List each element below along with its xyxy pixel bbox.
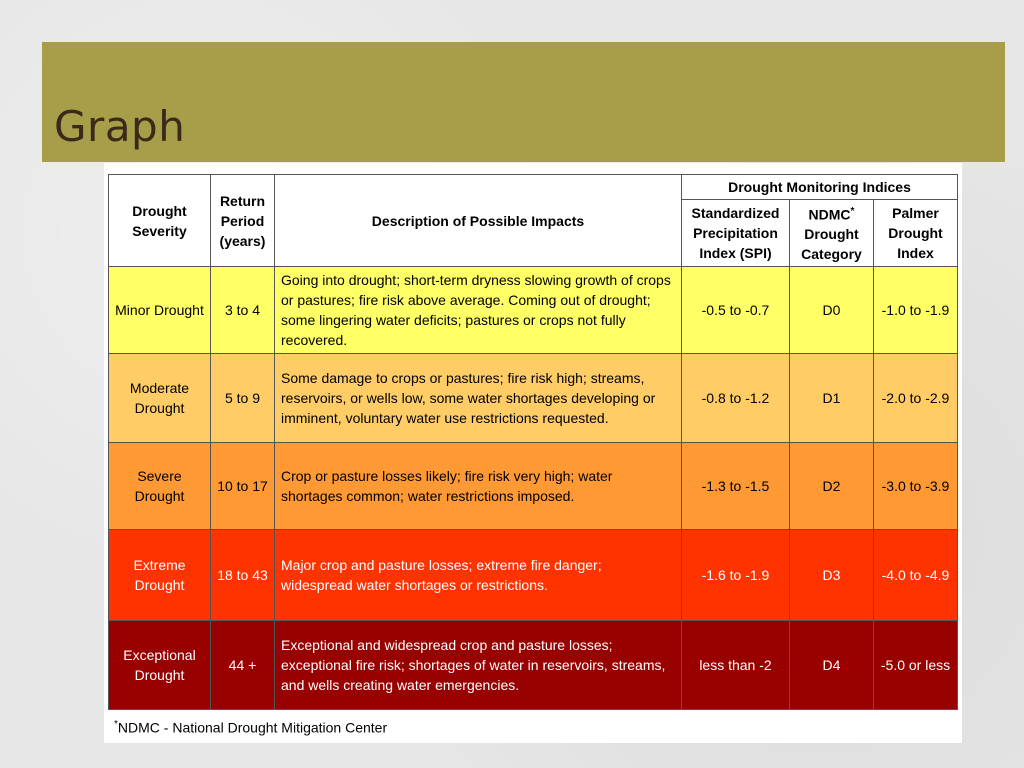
- header-description: Description of Possible Impacts: [275, 175, 682, 267]
- slide-title: Graph: [54, 102, 186, 151]
- cell-return-period: 5 to 9: [211, 354, 275, 443]
- cell-spi: -1.6 to -1.9: [682, 530, 790, 621]
- cell-severity: Severe Drought: [109, 443, 211, 530]
- drought-table: [108, 174, 958, 710]
- header-severity: Drought Severity: [109, 175, 211, 267]
- header-row-1: [109, 175, 958, 200]
- header-ndmc-label: NDMC: [808, 206, 851, 223]
- cell-spi: -0.5 to -0.7: [682, 267, 790, 354]
- cell-ndmc: D0: [790, 267, 874, 354]
- cell-description: Exceptional and widespread crop and pasture losses; exceptional fire risk; shortages of water in reservoirs, streams, and wells creating water emergencies.: [275, 621, 682, 710]
- cell-return-period: 44 +: [211, 621, 275, 710]
- cell-spi: -1.3 to -1.5: [682, 443, 790, 530]
- cell-description: Some damage to crops or pastures; fire risk high; streams, reservoirs, or wells low, some water shortages developing or imminent, voluntary water use restrictions requested.: [275, 354, 682, 443]
- cell-palmer: -5.0 or less: [874, 621, 958, 710]
- cell-description: Going into drought; short-term dryness slowing growth of crops or pastures; fire risk above average. Coming out of drought; some lingering water deficits; pastures or crops not fully recovered.: [275, 267, 682, 354]
- table-row: [109, 354, 958, 443]
- table-row: [109, 443, 958, 530]
- header-indices-group: Drought Monitoring Indices: [682, 175, 958, 200]
- title-bar: [42, 42, 1005, 162]
- cell-severity: Moderate Drought: [109, 354, 211, 443]
- cell-ndmc: D4: [790, 621, 874, 710]
- header-ndmc: [790, 200, 874, 267]
- footnote-star: *: [114, 719, 118, 730]
- cell-description: Major crop and pasture losses; extreme fire danger; widespread water shortages or restrictions.: [275, 530, 682, 621]
- table-row: [109, 530, 958, 621]
- cell-ndmc: D2: [790, 443, 874, 530]
- header-ndmc-category: Drought Category: [801, 226, 862, 263]
- header-palmer: Palmer Drought Index: [874, 200, 958, 267]
- cell-severity: Exceptional Drought: [109, 621, 211, 710]
- header-ndmc-star: *: [850, 205, 855, 217]
- cell-description: Crop or pasture losses likely; fire risk very high; water shortages common; water restrictions imposed.: [275, 443, 682, 530]
- cell-return-period: 18 to 43: [211, 530, 275, 621]
- header-return-period: Return Period (years): [211, 175, 275, 267]
- footnote: [114, 719, 387, 736]
- header-spi: Standardized Precipitation Index (SPI): [682, 200, 790, 267]
- table-row: [109, 267, 958, 354]
- cell-ndmc: D3: [790, 530, 874, 621]
- cell-spi: -0.8 to -1.2: [682, 354, 790, 443]
- cell-palmer: -2.0 to -2.9: [874, 354, 958, 443]
- cell-palmer: -1.0 to -1.9: [874, 267, 958, 354]
- cell-return-period: 3 to 4: [211, 267, 275, 354]
- footnote-text: NDMC - National Drought Mitigation Center: [117, 719, 388, 736]
- table-row: [109, 621, 958, 710]
- cell-palmer: -4.0 to -4.9: [874, 530, 958, 621]
- cell-palmer: -3.0 to -3.9: [874, 443, 958, 530]
- cell-return-period: 10 to 17: [211, 443, 275, 530]
- cell-severity: Minor Drought: [109, 267, 211, 354]
- cell-spi: less than -2: [682, 621, 790, 710]
- cell-severity: Extreme Drought: [109, 530, 211, 621]
- table-panel: [104, 163, 962, 743]
- cell-ndmc: D1: [790, 354, 874, 443]
